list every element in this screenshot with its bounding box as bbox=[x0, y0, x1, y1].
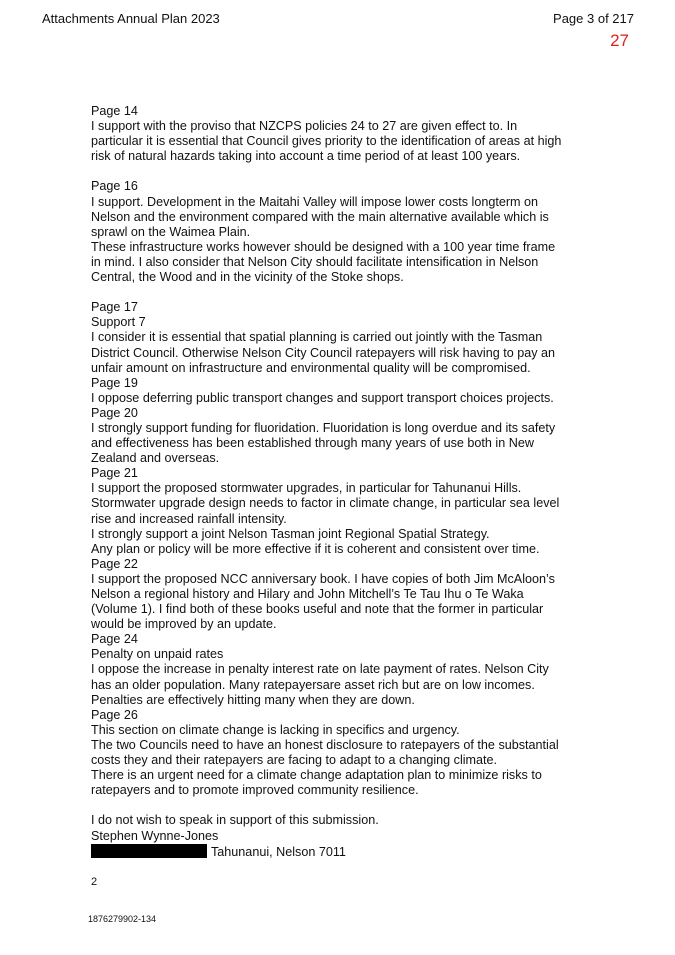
text-line: Page 19 bbox=[91, 375, 138, 390]
text-line: would be improved by an update. bbox=[91, 617, 277, 632]
text-line: Any plan or policy will be more effective if it is coherent and consistent over time. bbox=[91, 541, 540, 556]
text-line: Central, the Wood and in the vicinity of the Stoke shops. bbox=[91, 270, 404, 285]
text-line: Nelson a regional history and Hilary and John Mitchell’s Te Tau Ihu o Te Waka bbox=[91, 587, 524, 601]
text-line: I support the proposed NCC anniversary book. I have copies of both Jim McAloon’s bbox=[91, 571, 555, 586]
text-line: Support 7 bbox=[91, 315, 146, 330]
text-line: in mind. I also consider that Nelson City should facilitate intensification in Nelson bbox=[91, 254, 539, 269]
document-id: 1876279902-134 bbox=[88, 914, 157, 924]
text-line: risk of natural hazards taking into account a time period of at least 100 years. bbox=[91, 149, 521, 164]
text-line: sprawl on the Waimea Plain. bbox=[91, 224, 251, 239]
paragraph bbox=[91, 179, 601, 285]
text-line: (Volume 1). I find both of these books useful and note that the former in particular bbox=[91, 602, 544, 617]
text-line: There is an urgent need for a climate change adaptation plan to minimize risks to bbox=[91, 768, 542, 783]
submission-body bbox=[91, 104, 601, 859]
text-line: costs they and their ratepayers are facing to adapt to a changing climate. bbox=[91, 753, 498, 768]
text-line: Stephen Wynne-Jones bbox=[91, 828, 219, 843]
text-line: I oppose the increase in penalty interest rate on late payment of rates. Nelson City bbox=[91, 662, 549, 677]
text-line: Zealand and overseas. bbox=[91, 451, 220, 466]
page-label: Page 3 of 217 bbox=[553, 11, 634, 26]
text-line: and effectiveness has been established through many years of use both in New bbox=[91, 436, 534, 451]
text-line: I strongly support funding for fluoridation. Fluoridation is long overdue and its safety bbox=[91, 420, 556, 435]
text-line: Page 22 bbox=[91, 556, 138, 571]
paragraph-gap bbox=[91, 798, 601, 813]
text-line: Page 24 bbox=[91, 632, 138, 647]
paragraph bbox=[91, 300, 601, 798]
text-line: I do not wish to speak in support of this submission. bbox=[91, 813, 379, 828]
text-line: I support the proposed stormwater upgrades, in particular for Tahunanui Hills. bbox=[91, 481, 522, 496]
text-line: Penalty on unpaid rates bbox=[91, 647, 224, 662]
text-line: Page 17 bbox=[91, 300, 138, 315]
text-line: This section on climate change is lacking in specifics and urgency. bbox=[91, 722, 460, 737]
text-line: I oppose deferring public transport changes and support transport choices projects. bbox=[91, 390, 554, 405]
text-line: Page 26 bbox=[91, 707, 138, 722]
text-line: Page 14 bbox=[91, 104, 138, 118]
text-line: rise and increased rainfall intensity. bbox=[91, 511, 287, 526]
text-line: I support. Development in the Maitahi Valley will impose lower costs longterm on bbox=[91, 194, 539, 209]
text-line: These infrastructure works however should be designed with a 100 year time frame bbox=[91, 239, 556, 254]
text-line: I consider it is essential that spatial planning is carried out jointly with the Tasman bbox=[91, 330, 543, 345]
paragraph bbox=[91, 104, 601, 164]
redaction-box bbox=[91, 844, 207, 858]
text-line: ratepayers and to promote improved community resilience. bbox=[91, 783, 419, 798]
text-line: particular it is essential that Council gives priority to the identification of areas at high bbox=[91, 134, 562, 149]
text-line: The two Councils need to have an honest disclosure to ratepayers of the substantial bbox=[91, 737, 559, 752]
paragraph-gap bbox=[91, 285, 601, 300]
address-suffix: Tahunanui, Nelson 7011 bbox=[211, 844, 346, 859]
footer-page-number: 2 bbox=[91, 876, 98, 888]
text-line: Page 20 bbox=[91, 405, 138, 420]
page-number-red: 27 bbox=[610, 31, 629, 50]
paragraph-gap bbox=[91, 164, 601, 179]
address-line bbox=[91, 844, 601, 859]
text-line: District Council. Otherwise Nelson City Council ratepayers will risk having to pay an bbox=[91, 345, 556, 360]
text-line: I strongly support a joint Nelson Tasman joint Regional Spatial Strategy. bbox=[91, 526, 490, 541]
text-line: Stormwater upgrade design needs to factor in climate change, in particular sea level bbox=[91, 496, 560, 511]
text-line: Nelson and the environment compared with the main alternative available which is bbox=[91, 209, 549, 224]
text-line: Page 16 bbox=[91, 179, 138, 194]
text-line: has an older population. Many ratepayersare asset rich but are on low incomes. bbox=[91, 677, 535, 692]
text-line: Page 21 bbox=[91, 466, 138, 481]
paragraph bbox=[91, 813, 601, 858]
text-line: Penalties are effectively hitting many when they are down. bbox=[91, 692, 415, 707]
document-title: Attachments Annual Plan 2023 bbox=[42, 11, 220, 26]
text-line: unfair amount on infrastructure and environmental quality will be compromised. bbox=[91, 360, 531, 375]
text-line: I support with the proviso that NZCPS policies 24 to 27 are given effect to. In bbox=[91, 119, 518, 134]
